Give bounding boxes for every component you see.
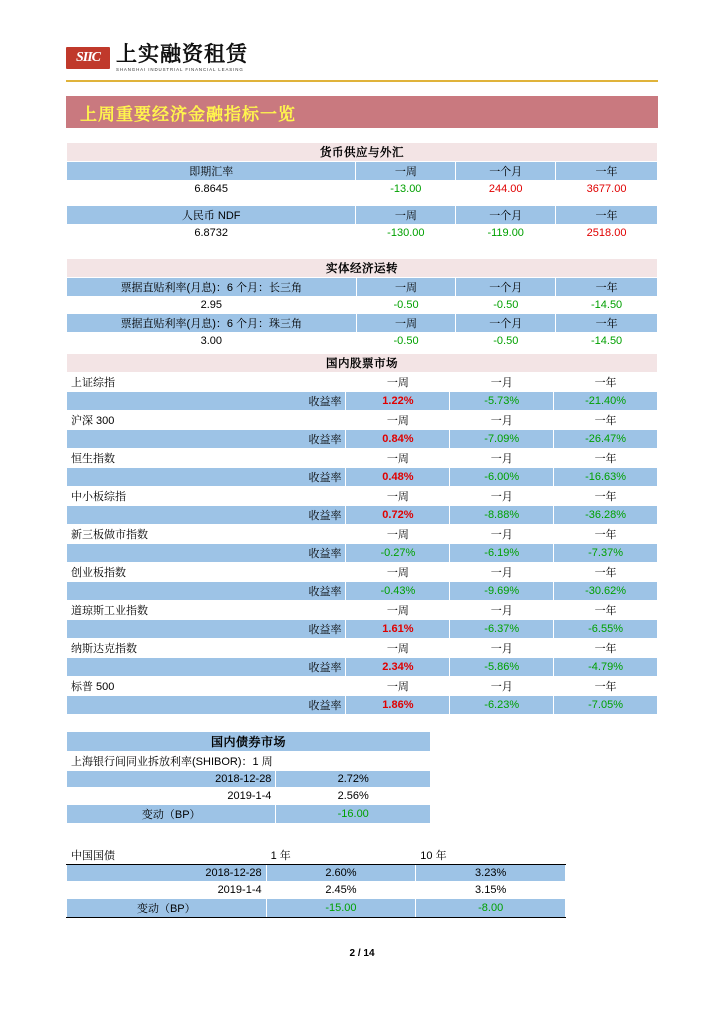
table-row [67,506,658,525]
logo-mark-icon: SIIC [66,47,110,69]
return-week: -0.27% [346,544,450,563]
col-header-1y: 1 年 [266,846,416,865]
col-header-week: 一周 [346,411,450,430]
real-economy-table [66,258,658,350]
col-header-week: 一周 [346,639,450,658]
col-header-month: 一月 [450,677,554,696]
row-label: 票据直贴利率(月息)：6 个月：长三角 [67,278,357,297]
col-header-month: 一个月 [456,314,556,333]
col-header-week: 一周 [346,677,450,696]
return-label: 收益率 [67,506,346,525]
table-row [67,882,566,899]
table-row [67,846,566,865]
company-logo [66,44,248,72]
table-row [67,225,658,242]
table-row [67,430,658,449]
col-header-week: 一周 [346,563,450,582]
change-year: 3677.00 [556,181,658,198]
col-header-year: 一年 [554,601,658,620]
col-header-year: 一年 [554,373,658,392]
return-year: -4.79% [554,658,658,677]
index-name: 中小板综指 [67,487,346,506]
bond-market-section [66,731,446,824]
bond-name: 中国国债 [67,846,267,865]
col-header-month: 一月 [450,563,554,582]
col-header-year: 一年 [554,677,658,696]
table-row [67,392,658,411]
row-label: 变动（BP） [67,805,276,824]
col-header-week: 一周 [346,525,450,544]
money-supply-section [66,142,658,242]
return-year: -30.62% [554,582,658,601]
table-row [67,278,658,297]
table-row [67,333,658,350]
stock-market-section [66,353,658,715]
return-week: 1.22% [346,392,450,411]
row-label: 2019-1-4 [67,788,276,805]
money-supply-table [66,142,658,242]
return-label: 收益率 [67,658,346,677]
table-row [67,468,658,487]
row-value: 3.00 [67,333,357,350]
return-week: 0.72% [346,506,450,525]
return-label: 收益率 [67,430,346,449]
index-name: 纳斯达克指数 [67,639,346,658]
return-month: -5.86% [450,658,554,677]
return-label: 收益率 [67,620,346,639]
col-header-year: 一年 [556,206,658,225]
row-value: 2.95 [67,297,357,314]
row-label: 人民币 NDF [67,206,356,225]
return-week: 2.34% [346,658,450,677]
col-header-month: 一月 [450,411,554,430]
row-label: 票据直贴利率(月息)：6 个月：珠三角 [67,314,357,333]
value-1y: -15.00 [266,899,416,918]
page-title-banner [66,96,658,128]
table-row [67,899,566,918]
logo-company-name-en: SHANGHAI INDUSTRIAL FINANCIAL LEASING [116,67,244,72]
return-label: 收益率 [67,582,346,601]
row-label: 即期汇率 [67,162,356,181]
index-name: 上证综指 [67,373,346,392]
row-label: 2018-12-28 [67,865,267,882]
return-month: -5.73% [450,392,554,411]
col-header-month: 一月 [450,525,554,544]
value-1y: 2.45% [266,882,416,899]
table-row [67,544,658,563]
section-title: 国内股票市场 [67,354,658,373]
table-row [67,354,658,373]
table-row [67,525,658,544]
return-label: 收益率 [67,544,346,563]
government-bond-table [66,845,566,918]
col-header-year: 一年 [556,278,658,297]
return-month: -6.23% [450,696,554,715]
return-year: -21.40% [554,392,658,411]
col-header-year: 一年 [554,525,658,544]
section-title: 国内债券市场 [67,732,431,752]
col-header-month: 一月 [450,487,554,506]
return-year: -7.05% [554,696,658,715]
col-header-week: 一周 [356,278,456,297]
table-row [67,487,658,506]
change-year: 2518.00 [556,225,658,242]
table-row [67,752,431,771]
col-header-year: 一年 [554,411,658,430]
table-row [67,411,658,430]
change-week: -0.50 [356,333,456,350]
return-year: -26.47% [554,430,658,449]
col-header-month: 一月 [450,639,554,658]
col-header-week: 一周 [356,206,456,225]
table-row [67,732,431,752]
return-label: 收益率 [67,468,346,487]
row-value: 6.8732 [67,225,356,242]
return-month: -6.00% [450,468,554,487]
page-number: 2 / 14 [349,948,375,959]
col-header-week: 一周 [356,162,456,181]
change-month: 244.00 [456,181,556,198]
return-year: -16.63% [554,468,658,487]
real-economy-section [66,258,658,350]
change-month: -0.50 [456,333,556,350]
index-name: 沪深 300 [67,411,346,430]
col-header-week: 一周 [346,449,450,468]
page-title: 上周重要经济金融指标一览 [80,104,296,124]
table-row [67,805,431,824]
spacer-row [67,198,658,206]
col-header-month: 一月 [450,601,554,620]
col-header-year: 一年 [554,639,658,658]
value-1y: 2.60% [266,865,416,882]
row-value: 2.56% [276,788,431,805]
table-row [67,259,658,278]
row-value: 6.8645 [67,181,356,198]
section-title: 实体经济运转 [67,259,658,278]
change-year: -14.50 [556,333,658,350]
col-header-week: 一周 [346,487,450,506]
change-month: -119.00 [456,225,556,242]
return-month: -8.88% [450,506,554,525]
value-10y: 3.15% [416,882,566,899]
shibor-table [66,731,431,824]
return-week: -0.43% [346,582,450,601]
shibor-label: 上海银行间同业拆放利率(SHIBOR)：1 周 [67,752,431,771]
section-title: 货币供应与外汇 [67,143,658,162]
change-week: -0.50 [356,297,456,314]
return-month: -6.19% [450,544,554,563]
index-name: 新三板做市指数 [67,525,346,544]
col-header-month: 一个月 [456,278,556,297]
return-month: -9.69% [450,582,554,601]
col-header-year: 一年 [554,487,658,506]
table-row [67,162,658,181]
col-header-week: 一周 [346,373,450,392]
change-week: -130.00 [356,225,456,242]
index-name: 标普 500 [67,677,346,696]
row-label: 变动（BP） [67,899,267,918]
table-row [67,865,566,882]
col-header-month: 一月 [450,449,554,468]
col-header-week: 一周 [356,314,456,333]
change-year: -14.50 [556,297,658,314]
change-week: -13.00 [356,181,456,198]
return-week: 1.86% [346,696,450,715]
return-month: -6.37% [450,620,554,639]
index-name: 恒生指数 [67,449,346,468]
return-label: 收益率 [67,392,346,411]
col-header-year: 一年 [556,314,658,333]
logo-company-name-cn: 上实融资租赁 [116,42,248,66]
page-footer [0,948,724,959]
table-row [67,297,658,314]
value-10y: -8.00 [416,899,566,918]
table-row [67,314,658,333]
col-header-month: 一个月 [456,206,556,225]
col-header-year: 一年 [554,449,658,468]
return-year: -36.28% [554,506,658,525]
header-divider [66,80,658,82]
row-label: 2019-1-4 [67,882,267,899]
return-week: 1.61% [346,620,450,639]
index-name: 创业板指数 [67,563,346,582]
table-row [67,696,658,715]
table-row [67,143,658,162]
col-header-month: 一个月 [456,162,556,181]
col-header-year: 一年 [554,563,658,582]
table-row [67,639,658,658]
row-label: 2018-12-28 [67,771,276,788]
table-row [67,620,658,639]
col-header-10y: 10 年 [416,846,566,865]
table-row [67,582,658,601]
table-row [67,788,431,805]
table-row [67,601,658,620]
row-value: -16.00 [276,805,431,824]
return-year: -7.37% [554,544,658,563]
table-row [67,373,658,392]
col-header-month: 一月 [450,373,554,392]
table-row [67,563,658,582]
table-row [67,181,658,198]
col-header-week: 一周 [346,601,450,620]
col-header-year: 一年 [556,162,658,181]
table-row [67,677,658,696]
index-name: 道琼斯工业指数 [67,601,346,620]
return-week: 0.84% [346,430,450,449]
row-value: 2.72% [276,771,431,788]
table-row [67,449,658,468]
change-month: -0.50 [456,297,556,314]
return-month: -7.09% [450,430,554,449]
return-week: 0.48% [346,468,450,487]
government-bond-section [66,845,566,918]
stock-market-table [66,353,658,715]
table-row [67,206,658,225]
return-year: -6.55% [554,620,658,639]
return-label: 收益率 [67,696,346,715]
table-row [67,771,431,788]
table-row [67,658,658,677]
value-10y: 3.23% [416,865,566,882]
